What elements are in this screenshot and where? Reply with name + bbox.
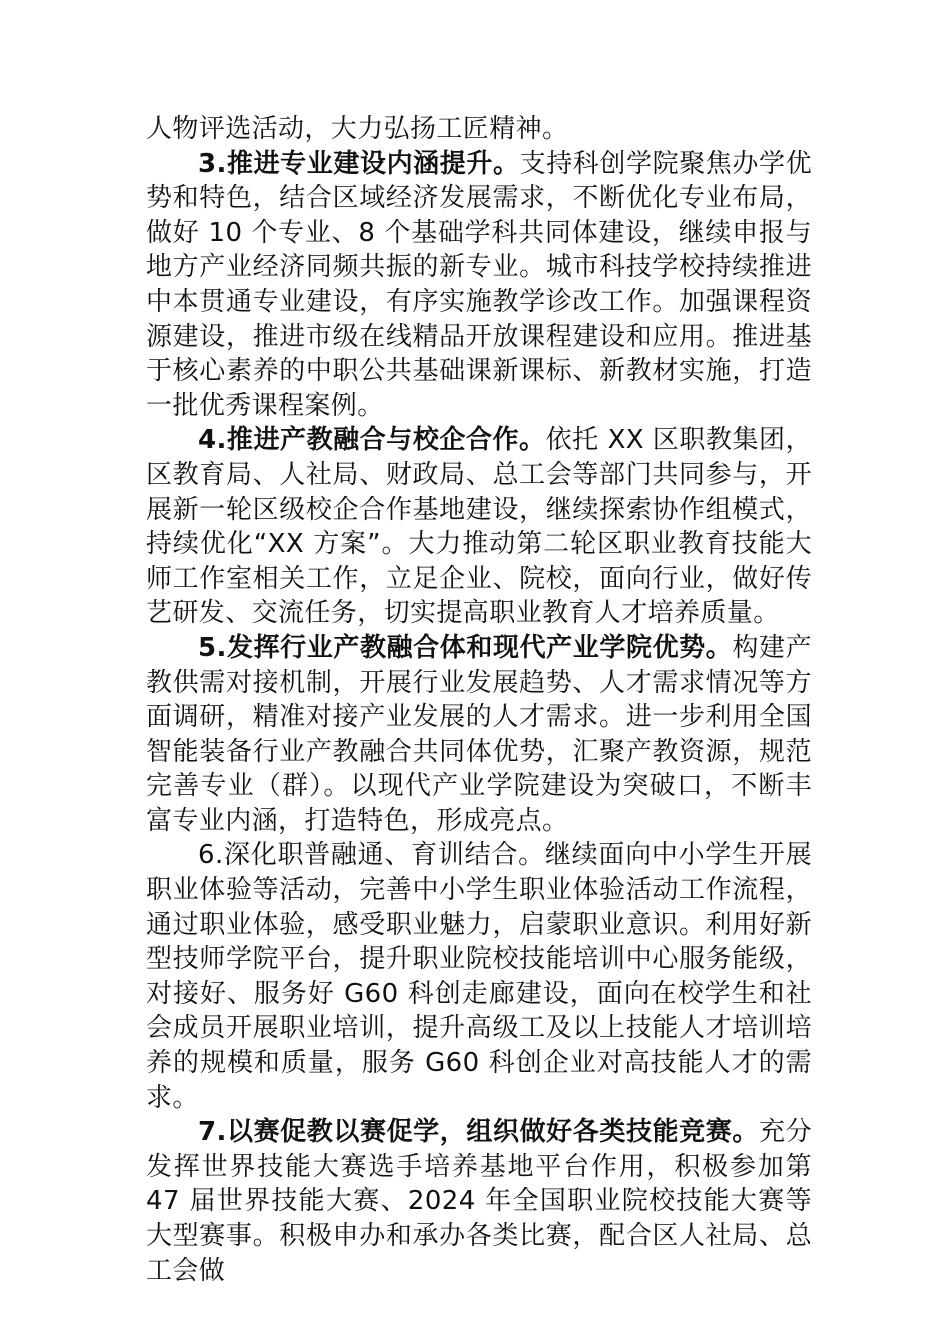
paragraph-heading: 7.以赛促教以赛促学，组织做好各类技能竞赛。 — [198, 1117, 759, 1148]
paragraph-item-6 — [146, 838, 812, 1115]
paragraph-item-5 — [146, 631, 812, 839]
paragraph-text: 构建产教供需对接机制，开展行业发展趋势、人才需求情况等方面调研，精准对接产业发展的人才需求。进一步利用全国智能装备行业产教融合共同体优势，汇聚产教资源，规范完善专业（群）。以现代产业学院建设为突破口，不断丰富专业内涵，打造特色，形成亮点。 — [146, 632, 812, 836]
paragraph-text: 人物评选活动，大力弘扬工匠精神。 — [146, 114, 569, 144]
paragraph-text: 支持科创学院聚焦办学优势和特色，结合区域经济发展需求，不断优化专业布局，做好 10 个专业、8 个基础学科共同体建设，继续申报与地方产业经济同频共振的新专业。城市科技学校持续推进中本贯通专业建设，有序实施教学诊改工作。加强课程资源建设，推进市级在线精品开放课程建设和应用。推进基于核心素养的中职公共基础课新课标、新教材实施，打造一批优秀课程案例。 — [146, 148, 813, 421]
paragraph-heading: 3.推进专业建设内涵提升。 — [198, 148, 520, 179]
paragraph-text: 6.深化职普融通、育训结合。继续面向中小学生开展职业体验等活动，完善中小学生职业体验活动工作流程，通过职业体验，感受职业魅力，启蒙职业意识。利用好新型技师学院平台，提升职业院校技能培训中心服务能级，对接好、服务好 G60 科创走廊建设，面向在校学生和社会成员开展职业培训，提升高级工及以上技能人才培训培养的规模和质量，服务 G60 科创企业对高技能人才的需求。 — [146, 840, 812, 1113]
paragraph-text: 充分发挥世界技能大赛选手培养基地平台作用，积极参加第 47 届世界技能大赛、2024 年全国职业院校技能大赛等大型赛事。积极申办和承办各类比赛，配合区人社局、总工会做 — [146, 1117, 812, 1286]
paragraph-heading: 4.推进产教融合与校企合作。 — [198, 425, 546, 456]
paragraph-heading: 5.发挥行业产教融合体和现代产业学院优势。 — [198, 632, 733, 663]
paragraph-item-4 — [146, 423, 812, 631]
paragraph-item-7 — [146, 1115, 812, 1288]
paragraph-text: 依托 XX 区职教集团，区教育局、人社局、财政局、总工会等部门共同参与，开展新一轮区级校企合作基地建设，继续探索协作组模式，持续优化“XX 方案”。大力推动第二轮区职业教育技能大师工作室相关工作，立足企业、院校，面向行业，做好传艺研发、交流任务，切实提高职业教育人才培养质量。 — [146, 425, 812, 629]
paragraph-item-3 — [146, 147, 812, 424]
paragraph-continuation — [146, 112, 812, 147]
